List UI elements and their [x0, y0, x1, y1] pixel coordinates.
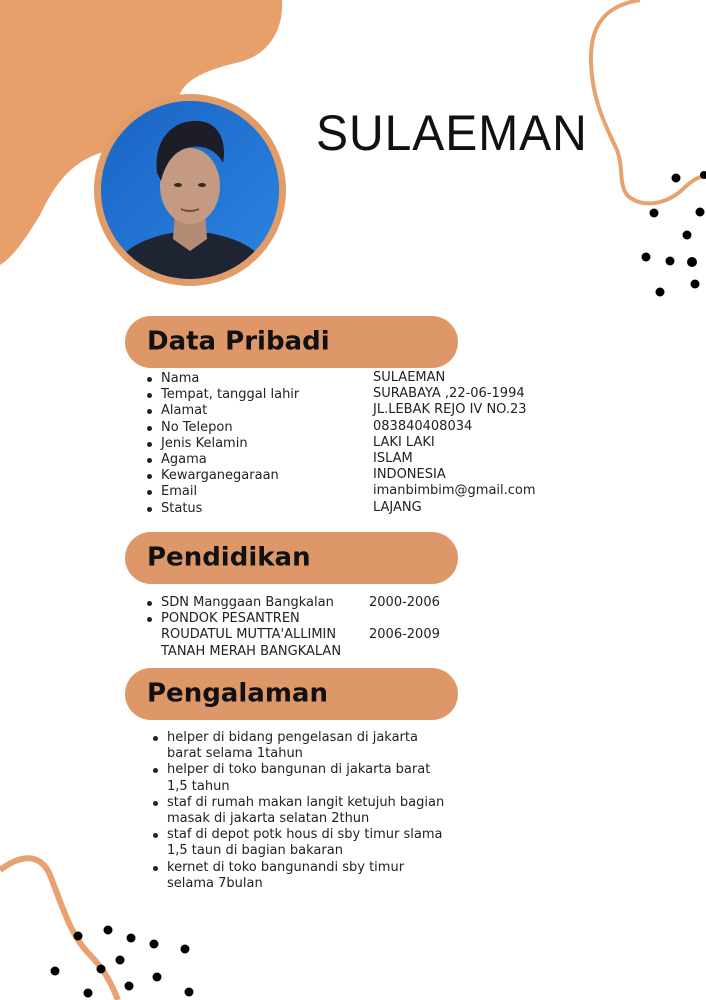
section-title: Data Pribadi	[147, 326, 330, 357]
candidate-name: SULAEMAN	[316, 105, 588, 161]
profile-photo	[101, 101, 279, 279]
experience-item: staf di rumah makan langit ketujuh bagian masak di jakarta selatan 2thun	[153, 795, 453, 827]
experience-item: staf di depot potk hous di sby timur slama 1,5 taun di bagian bakaran	[153, 827, 453, 859]
personal-label: Kewarganegaraan	[147, 468, 299, 484]
top-right-loop	[591, 0, 706, 203]
school-name: PONDOK PESANTREN	[161, 611, 300, 627]
section-title: Pengalaman	[147, 678, 328, 709]
experience-item: helper di bidang pengelasan di jakarta barat selama 1tahun	[153, 730, 453, 762]
education-years: 2000-2006	[369, 595, 440, 610]
person-portrait-icon	[101, 101, 279, 279]
bottom-left-curve	[0, 858, 118, 1000]
personal-label: Nama	[147, 371, 299, 387]
email-value: imanbimbim@gmail.com	[373, 483, 536, 499]
experience-item: helper di toko bangunan di jakarta barat 1,5 tahun	[153, 762, 453, 794]
personal-value: SULAEMAN	[373, 370, 446, 385]
section-header-personal	[125, 316, 458, 368]
education-list	[147, 595, 341, 660]
school-name: TANAH MERAH BANGKALAN	[161, 643, 342, 659]
school-name: SDN Manggaan Bangkalan	[161, 595, 334, 610]
personal-value: 083840408034	[373, 418, 473, 434]
personal-value: LAJANG	[373, 499, 422, 515]
education-item	[147, 611, 341, 660]
personal-label: Agama	[147, 452, 299, 468]
personal-value: ISLAM	[373, 451, 413, 467]
personal-label: Jenis Kelamin	[147, 436, 299, 452]
personal-value: SURABAYA ,22-06-1994	[373, 386, 525, 402]
personal-label: Email	[147, 484, 299, 500]
section-title: Pendidikan	[147, 542, 311, 573]
personal-values-list	[373, 370, 536, 516]
personal-label: Alamat	[147, 403, 299, 419]
personal-label: Tempat, tanggal lahir	[147, 387, 299, 403]
experience-list	[153, 730, 453, 892]
personal-labels-list	[147, 371, 299, 517]
personal-value: LAKI LAKI	[373, 434, 435, 450]
dots-top-right	[642, 171, 706, 297]
personal-value: JL.LEBAK REJO IV NO.23	[373, 402, 527, 418]
dots-bottom-left	[51, 926, 194, 998]
personal-value: INDONESIA	[373, 467, 446, 483]
education-years: 2006-2009	[369, 627, 440, 642]
personal-label: No Telepon	[147, 420, 299, 436]
section-header-education	[125, 532, 458, 584]
section-header-experience	[125, 668, 458, 720]
education-item	[147, 595, 341, 611]
personal-label: Status	[147, 501, 299, 517]
experience-item: kernet di toko bangunandi sby timur selama 7bulan	[153, 860, 453, 892]
school-name: ROUDATUL MUTTA'ALLIMIN	[161, 627, 337, 643]
